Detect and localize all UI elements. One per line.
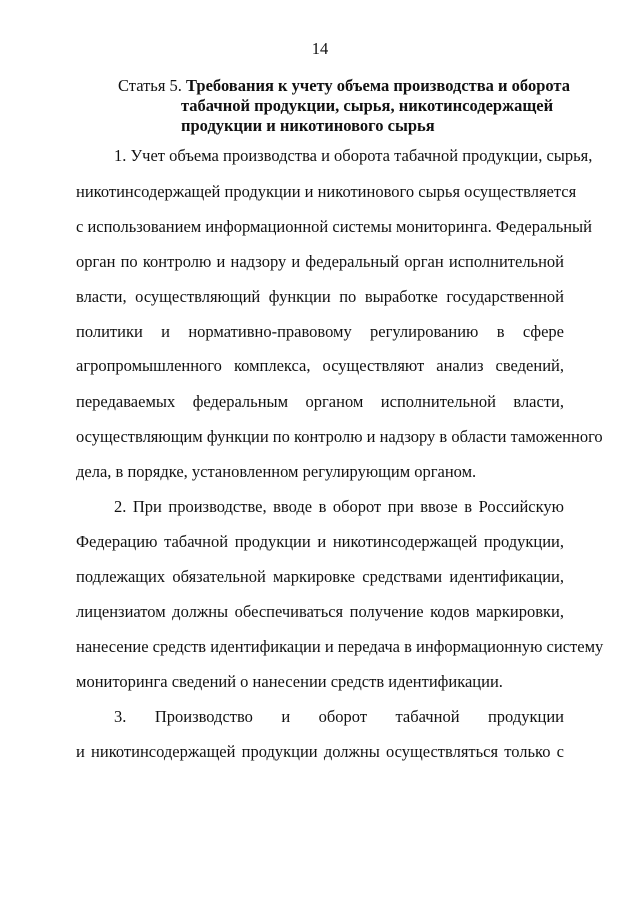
paragraph-1-line: орган по контролю и надзору и федеральный орган исполнительной [76, 252, 564, 271]
article-heading-line-1 [118, 76, 570, 96]
article-title-part-3: продукции и никотинового сырья [181, 116, 435, 135]
paragraph-1-line: 1. Учет объема производства и оборота табачной продукции, сырья, [114, 146, 593, 165]
paragraph-1-line: никотинсодержащей продукции и никотинового сырья осуществляется [76, 182, 577, 201]
paragraph-2-line: 2. При производстве, вводе в оборот при ввозе в Российскую [114, 497, 564, 516]
paragraph-1-line: осуществляющим функции по контролю и надзору в области таможенного [76, 427, 603, 446]
paragraph-3-line: 3. Производство и оборот табачной продукции [114, 707, 564, 726]
paragraph-1-line: передаваемых федеральным органом исполнительной власти, [76, 392, 564, 411]
page-number: 14 [311, 39, 329, 58]
paragraph-1-line: дела, в порядке, установленном регулирующим органом. [76, 462, 477, 481]
article-heading [118, 76, 570, 136]
article-title-part-2: табачной продукции, сырья, никотинсодержащей [181, 96, 554, 115]
paragraph-2-line: Федерацию табачной продукции и никотинсодержащей продукции, [76, 532, 564, 551]
paragraph-1-line: с использованием информационной системы мониторинга. Федеральный [76, 217, 592, 236]
article-number: Статья 5. [118, 76, 182, 95]
paragraph-1-line: политики и нормативно-правовому регулированию в сфере [76, 322, 564, 341]
paragraph-2-line: нанесение средств идентификации и передача в информационную систему [76, 637, 604, 656]
paragraph-2-line: мониторинга сведений о нанесении средств идентификации. [76, 672, 503, 691]
article-title-part-1: Требования к учету объема производства и оборота [186, 76, 570, 95]
paragraph-3-line: и никотинсодержащей продукции должны осуществляться только с [76, 742, 564, 761]
paragraph-2-line: лицензиатом должны обеспечиваться получение кодов маркировки, [76, 602, 564, 621]
paragraph-2-line: подлежащих обязательной маркировке средствами идентификации, [76, 567, 564, 586]
paragraph-1-line: власти, осуществляющий функции по выработке государственной [76, 287, 564, 306]
paragraph-1-line: агропромышленного комплекса, осуществляют анализ сведений, [76, 356, 564, 375]
